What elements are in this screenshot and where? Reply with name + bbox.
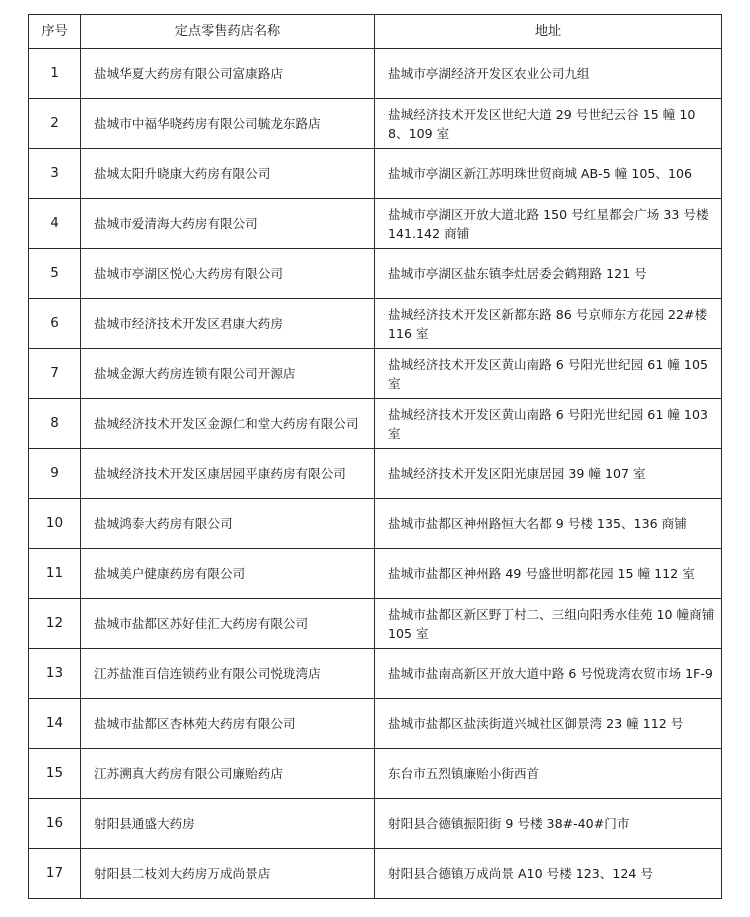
pharmacy-address: 盐城市盐都区盐渎街道兴城社区御景湾 23 幢 112 号 xyxy=(375,699,722,749)
table-row xyxy=(29,349,722,399)
pharmacy-name: 盐城美户健康药房有限公司 xyxy=(81,549,375,599)
table-row xyxy=(29,849,722,899)
pharmacy-name: 射阳县二枝刘大药房万成尚景店 xyxy=(81,849,375,899)
table-header-row xyxy=(29,15,722,49)
pharmacy-name: 盐城太阳升晓康大药房有限公司 xyxy=(81,149,375,199)
pharmacy-name: 盐城金源大药房连锁有限公司开源店 xyxy=(81,349,375,399)
row-index: 3 xyxy=(29,149,81,199)
row-index: 7 xyxy=(29,349,81,399)
row-index: 13 xyxy=(29,649,81,699)
pharmacy-name: 盐城市亭湖区悦心大药房有限公司 xyxy=(81,249,375,299)
pharmacy-address: 东台市五烈镇廉贻小街西首 xyxy=(375,749,722,799)
table-row xyxy=(29,399,722,449)
pharmacy-name: 盐城市盐都区杏林苑大药房有限公司 xyxy=(81,699,375,749)
row-index: 8 xyxy=(29,399,81,449)
row-index: 5 xyxy=(29,249,81,299)
pharmacy-address: 射阳县合德镇万成尚景 A10 号楼 123、124 号 xyxy=(375,849,722,899)
table-row xyxy=(29,749,722,799)
pharmacy-name: 盐城经济技术开发区康居园平康药房有限公司 xyxy=(81,449,375,499)
pharmacy-name: 盐城市中福华晓药房有限公司毓龙东路店 xyxy=(81,99,375,149)
table-row xyxy=(29,299,722,349)
row-index: 4 xyxy=(29,199,81,249)
row-index: 16 xyxy=(29,799,81,849)
pharmacy-name: 江苏盐淮百信连锁药业有限公司悦珑湾店 xyxy=(81,649,375,699)
row-index: 17 xyxy=(29,849,81,899)
pharmacy-address: 盐城市盐都区神州路恒大名都 9 号楼 135、136 商铺 xyxy=(375,499,722,549)
header-address: 地址 xyxy=(375,15,722,49)
pharmacy-name: 盐城市经济技术开发区君康大药房 xyxy=(81,299,375,349)
pharmacy-name: 盐城市爱清海大药房有限公司 xyxy=(81,199,375,249)
row-index: 15 xyxy=(29,749,81,799)
pharmacy-address: 盐城市亭湖经济开发区农业公司九组 xyxy=(375,49,722,99)
table-row xyxy=(29,699,722,749)
table-row xyxy=(29,799,722,849)
table-row xyxy=(29,199,722,249)
row-index: 1 xyxy=(29,49,81,99)
table-row xyxy=(29,499,722,549)
table-row xyxy=(29,249,722,299)
table-row xyxy=(29,449,722,499)
row-index: 10 xyxy=(29,499,81,549)
table-row xyxy=(29,549,722,599)
table-row xyxy=(29,599,722,649)
pharmacy-table xyxy=(28,14,722,899)
pharmacy-address: 盐城市亭湖区新江苏明珠世贸商城 AB-5 幢 105、106 xyxy=(375,149,722,199)
header-index: 序号 xyxy=(29,15,81,49)
pharmacy-name: 江苏溯真大药房有限公司廉贻药店 xyxy=(81,749,375,799)
pharmacy-address: 盐城市亭湖区开放大道北路 150 号红星都会广场 33 号楼 141.142 商铺 xyxy=(375,199,722,249)
table-row xyxy=(29,149,722,199)
pharmacy-name: 盐城鸿泰大药房有限公司 xyxy=(81,499,375,549)
pharmacy-address: 盐城市盐都区神州路 49 号盛世明都花园 15 幢 112 室 xyxy=(375,549,722,599)
pharmacy-address: 盐城经济技术开发区黄山南路 6 号阳光世纪园 61 幢 103 室 xyxy=(375,399,722,449)
pharmacy-address: 盐城经济技术开发区新都东路 86 号京师东方花园 22#楼 116 室 xyxy=(375,299,722,349)
pharmacy-name: 盐城市盐都区苏好佳汇大药房有限公司 xyxy=(81,599,375,649)
row-index: 6 xyxy=(29,299,81,349)
row-index: 11 xyxy=(29,549,81,599)
pharmacy-address: 盐城经济技术开发区黄山南路 6 号阳光世纪园 61 幢 105 室 xyxy=(375,349,722,399)
pharmacy-name: 盐城华夏大药房有限公司富康路店 xyxy=(81,49,375,99)
table-row xyxy=(29,649,722,699)
table-row xyxy=(29,49,722,99)
pharmacy-address: 盐城经济技术开发区世纪大道 29 号世纪云谷 15 幢 108、109 室 xyxy=(375,99,722,149)
row-index: 2 xyxy=(29,99,81,149)
pharmacy-address: 盐城市盐南高新区开放大道中路 6 号悦珑湾农贸市场 1F-9 xyxy=(375,649,722,699)
row-index: 12 xyxy=(29,599,81,649)
row-index: 14 xyxy=(29,699,81,749)
header-name: 定点零售药店名称 xyxy=(81,15,375,49)
pharmacy-address: 盐城经济技术开发区阳光康居园 39 幢 107 室 xyxy=(375,449,722,499)
row-index: 9 xyxy=(29,449,81,499)
pharmacy-address: 射阳县合德镇振阳街 9 号楼 38#-40#门市 xyxy=(375,799,722,849)
pharmacy-address: 盐城市盐都区新区野丁村二、三组向阳秀水佳苑 10 幢商铺 105 室 xyxy=(375,599,722,649)
pharmacy-name: 盐城经济技术开发区金源仁和堂大药房有限公司 xyxy=(81,399,375,449)
pharmacy-name: 射阳县通盛大药房 xyxy=(81,799,375,849)
table-row xyxy=(29,99,722,149)
pharmacy-address: 盐城市亭湖区盐东镇李灶居委会鹤翔路 121 号 xyxy=(375,249,722,299)
